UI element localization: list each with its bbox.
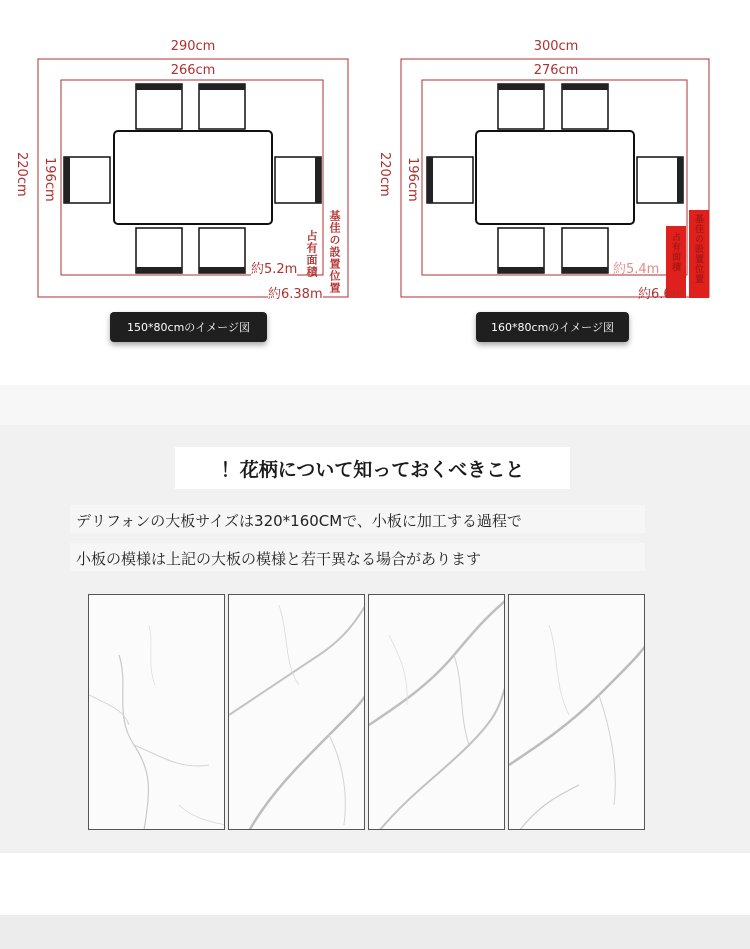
outer-area-value: 約6.38m xyxy=(268,283,323,302)
marble-panel-4 xyxy=(508,594,645,830)
notice-line-1: デリフォンの大板サイズは320*160CMで、小板に加工する過程で xyxy=(76,512,522,530)
inner-width-label: 276cm xyxy=(533,63,579,78)
chair-bottom-right xyxy=(562,228,608,273)
occupied-area-label: 占有面積 xyxy=(305,230,318,278)
chair-right-side xyxy=(275,157,321,203)
marble-panels xyxy=(88,594,644,830)
chair-bottom-left xyxy=(498,228,544,273)
chair-right-side xyxy=(637,157,683,203)
chair-top-right xyxy=(562,84,608,129)
occupied-area-label: 占有面積 xyxy=(670,232,680,272)
diagram-150x80 xyxy=(0,0,375,385)
caption-badge: 150*80cmのイメージ図 xyxy=(110,312,267,342)
layout-diagrams-section xyxy=(0,0,750,385)
marble-panel-2 xyxy=(228,594,365,830)
chair-top-left xyxy=(498,84,544,129)
inner-height-label: 196cm xyxy=(42,157,57,202)
placement-position-label: 基佳の設置位置 xyxy=(693,214,703,284)
inner-area-value: 約5.4m xyxy=(613,262,660,277)
marble-panel-3 xyxy=(368,594,505,830)
spacer-gray xyxy=(0,915,750,949)
outer-area-value: 約6.6m xyxy=(638,287,685,302)
notice-line-2: 小板の模様は上記の大板の模様と若干異なる場合があります xyxy=(76,550,482,568)
outer-height-label: 220cm xyxy=(14,152,29,197)
chair-bottom-right xyxy=(199,228,245,273)
chair-bottom-left xyxy=(136,228,182,273)
table-top xyxy=(476,131,634,224)
section-divider xyxy=(0,385,750,425)
placement-position-label: 基佳の設置位置 xyxy=(328,210,341,294)
inner-width-label: 266cm xyxy=(170,63,216,78)
notice-title: ！花柄について知っておくべきこと xyxy=(175,447,570,489)
caption-badge: 160*80cmのイメージ図 xyxy=(476,312,629,342)
chair-left-side xyxy=(427,157,473,203)
outer-width-label: 300cm xyxy=(533,39,579,54)
diagram-160x80 xyxy=(375,0,750,385)
chair-top-left xyxy=(136,84,182,129)
outer-height-label: 220cm xyxy=(377,152,392,197)
marble-panel-1 xyxy=(88,594,225,830)
inner-area-value: 約5.2m xyxy=(251,258,297,277)
chair-top-right xyxy=(199,84,245,129)
outer-width-label: 290cm xyxy=(170,39,216,54)
table-top xyxy=(114,131,272,224)
chair-left-side xyxy=(64,157,110,203)
inner-height-label: 196cm xyxy=(405,157,420,202)
spacer-white xyxy=(0,853,750,915)
